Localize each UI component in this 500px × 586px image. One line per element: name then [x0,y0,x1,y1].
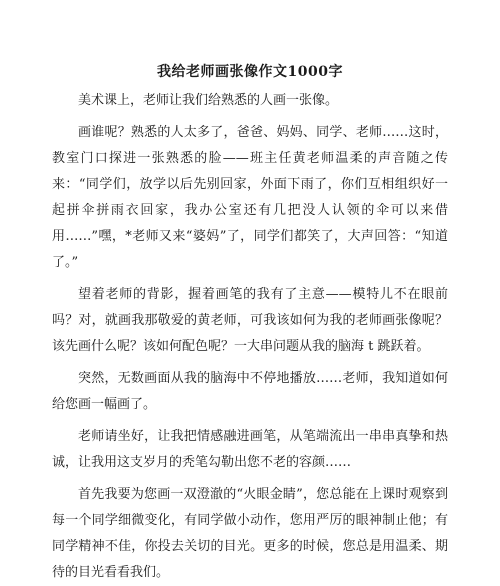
paragraph: 美术课上，老师让我们给熟悉的人画一张像。 [78,93,339,108]
paragraph: 画谁呢？熟悉的人太多了，爸爸、妈妈、同学、老师……这时，教室门口探进一张熟悉的脸——班主任黄老师温柔的声音随之传来：“同学们，放学以后先别回家，外面下雨了，你们互相组织好一起拼伞拼雨衣回家，我办公室还有几把没人认领的伞可以来借用……”嘿，*老师又来“婆妈”了，同学们都笑了，大声回答：“知道了。” [52,125,448,270]
paragraph: 首先我要为您画一双澄澈的“火眼金睛”，您总能在上课时观察到每一个同学细微变化，有同学做小动作，您用严厉的眼神制止他；有同学精神不佳，你投去关切的目光。更多的时候，您总是用温柔、期待的目光看看我们。 [52,487,448,580]
document-title: 我给老师画张像作文1000字 [157,64,343,80]
paragraph: 突然，无数画面从我的脑海中不停地播放……老师，我知道如何给您画一幅画了。 [52,371,448,412]
paragraph: 老师请坐好，让我把情感融进画笔，从笔端流出一串串真挚和热诚，让我用这支岁月的秃笔勾勒出您不老的容颜…… [52,429,448,470]
paragraph: 望着老师的背影，握着画笔的我有了主意——模特儿不在眼前吗？对，就画我那敬爱的黄老师，可我该如何为我的老师画张像呢？该先画什么呢？该如何配色呢？一大串问题从我的脑海 t 跳跃着。 [52,287,448,354]
